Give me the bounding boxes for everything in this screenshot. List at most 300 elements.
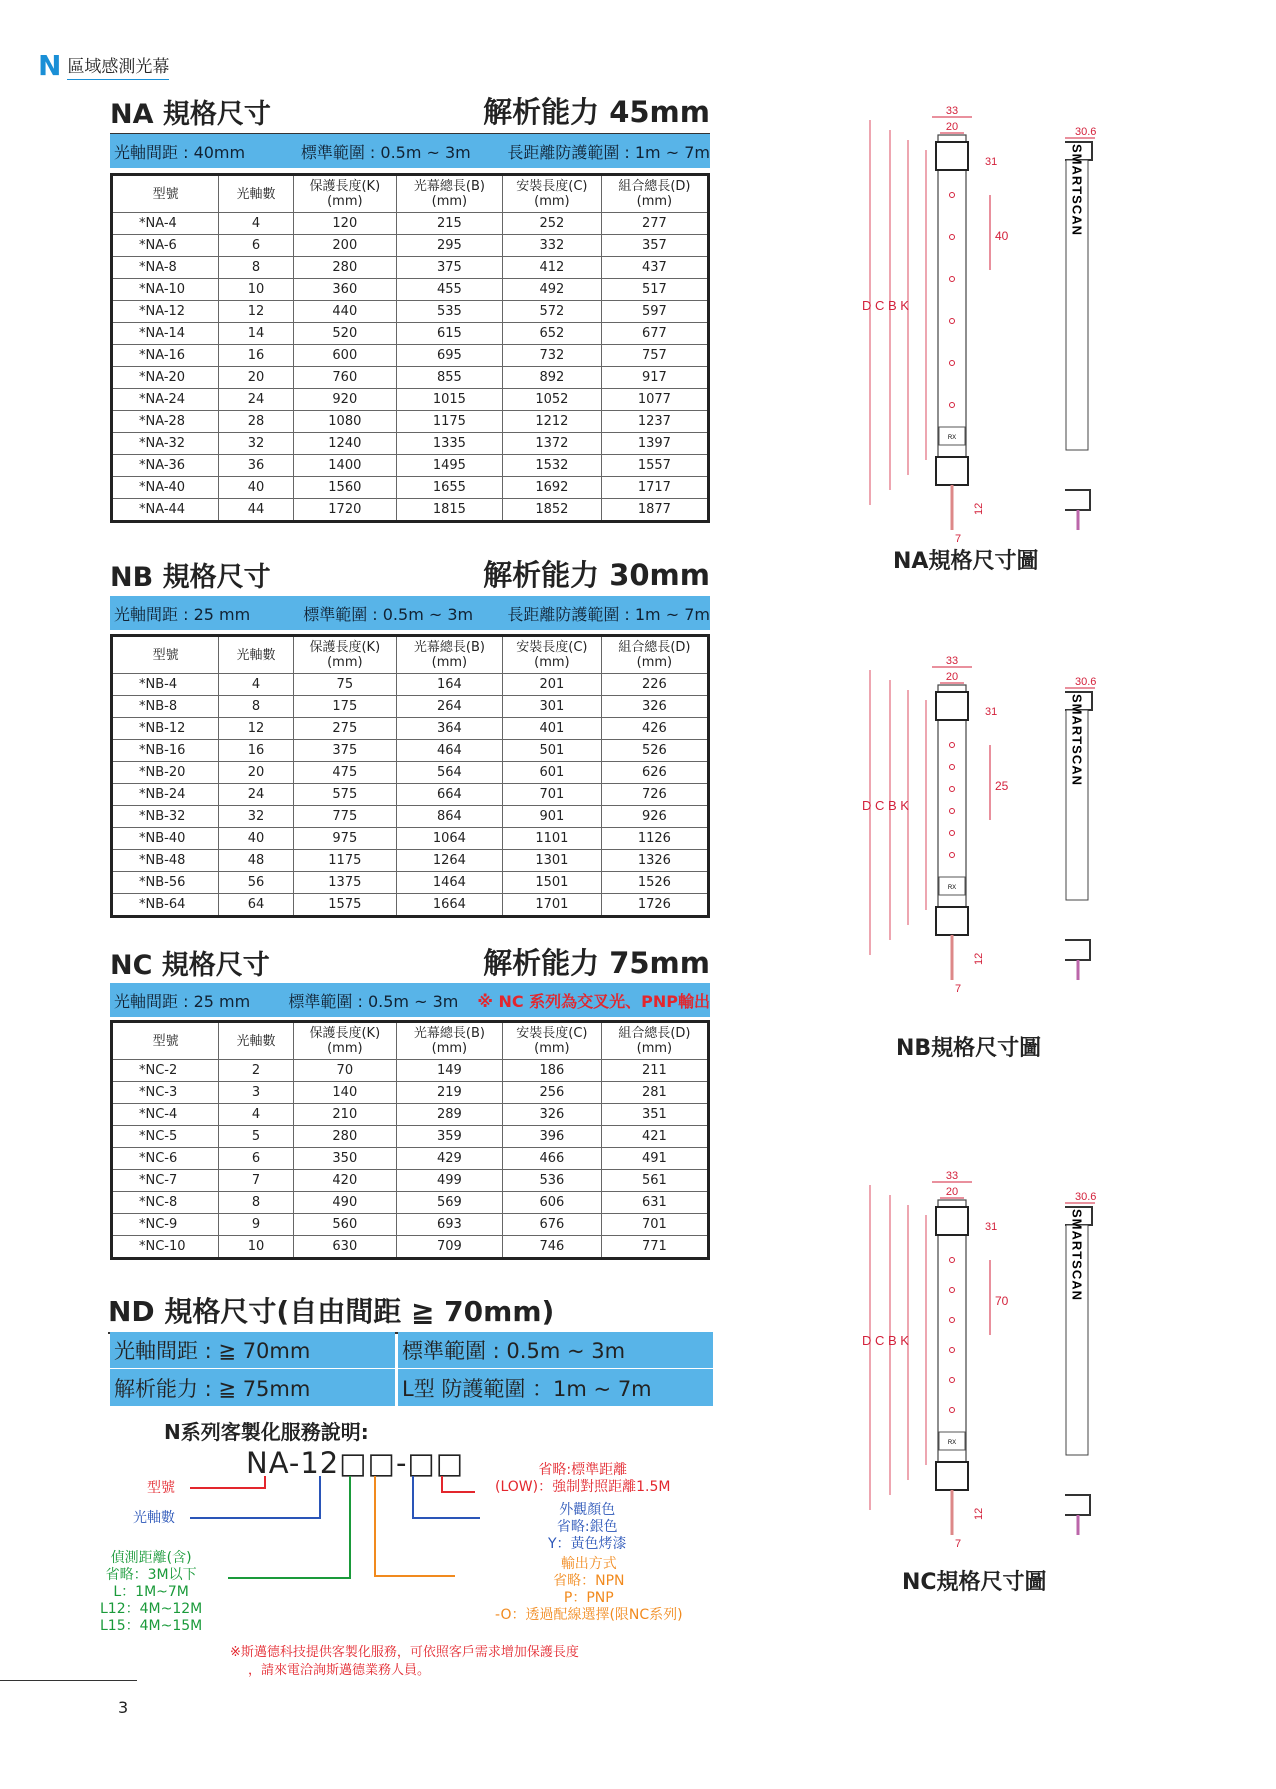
table-cell: 1720 xyxy=(293,499,396,522)
table-cell: 64 xyxy=(219,894,294,917)
dim-20: 20 xyxy=(945,671,959,683)
table-cell: 464 xyxy=(396,740,502,762)
table-cell: *NA-8 xyxy=(112,257,219,279)
table-cell: *NC-10 xyxy=(112,1236,219,1259)
table-cell: 375 xyxy=(396,257,502,279)
table-cell: *NB-4 xyxy=(112,674,219,696)
table-cell: *NC-2 xyxy=(112,1060,219,1082)
dim-30-6: 30.6 xyxy=(1075,126,1097,138)
table-cell: 1212 xyxy=(502,411,601,433)
table-row xyxy=(112,345,709,367)
table-cell: 1175 xyxy=(396,411,502,433)
table-cell: 10 xyxy=(219,1236,294,1259)
table-cell: 326 xyxy=(502,1104,601,1126)
table-row xyxy=(112,213,709,235)
table-row xyxy=(112,784,709,806)
table-row xyxy=(112,1082,709,1104)
table-cell: 420 xyxy=(293,1170,396,1192)
dim-letters: D C B K xyxy=(862,298,909,313)
na-dimension-diagram xyxy=(850,100,1120,554)
table-row xyxy=(112,1104,709,1126)
table-row xyxy=(112,367,709,389)
table-cell: 8 xyxy=(219,696,294,718)
table-row xyxy=(112,1126,709,1148)
table-row xyxy=(112,850,709,872)
table-cell: 140 xyxy=(293,1082,396,1104)
table-cell: 70 xyxy=(293,1060,396,1082)
table-cell: *NC-8 xyxy=(112,1192,219,1214)
table-cell: 1077 xyxy=(601,389,708,411)
table-cell: 701 xyxy=(601,1214,708,1236)
table-cell: 1015 xyxy=(396,389,502,411)
table-cell: *NB-56 xyxy=(112,872,219,894)
dim-31: 31 xyxy=(985,156,998,168)
na-spec-table xyxy=(110,173,710,523)
table-cell: 359 xyxy=(396,1126,502,1148)
table-cell: 615 xyxy=(396,323,502,345)
table-cell: 491 xyxy=(601,1148,708,1170)
table-cell: 429 xyxy=(396,1148,502,1170)
table-cell: 48 xyxy=(219,850,294,872)
column-header: 光軸數 xyxy=(219,1022,294,1060)
table-cell: 631 xyxy=(601,1192,708,1214)
table-cell: 771 xyxy=(601,1236,708,1259)
dim-pitch: 40 xyxy=(995,229,1009,243)
table-cell: 277 xyxy=(601,213,708,235)
table-header-row xyxy=(112,1022,709,1060)
table-cell: 326 xyxy=(601,696,708,718)
table-cell: 526 xyxy=(601,740,708,762)
table-cell: 597 xyxy=(601,301,708,323)
table-cell: 256 xyxy=(502,1082,601,1104)
nb-resolution: 解析能力 30mm xyxy=(483,558,710,592)
table-cell: 630 xyxy=(293,1236,396,1259)
table-cell: 1560 xyxy=(293,477,396,499)
table-cell: 535 xyxy=(396,301,502,323)
table-cell: 6 xyxy=(219,1148,294,1170)
brand-vertical: SMARTSCAN xyxy=(1069,1208,1085,1302)
column-header: 光幕總長(B) (mm) xyxy=(396,636,502,674)
table-cell: 455 xyxy=(396,279,502,301)
nb-title: NB 規格尺寸 xyxy=(110,562,271,593)
table-row xyxy=(112,696,709,718)
table-cell: 16 xyxy=(219,345,294,367)
table-cell: 1375 xyxy=(293,872,396,894)
table-cell: 9 xyxy=(219,1214,294,1236)
table-cell: 492 xyxy=(502,279,601,301)
nb-spec-table xyxy=(110,634,710,918)
table-cell: 24 xyxy=(219,389,294,411)
table-cell: 4 xyxy=(219,674,294,696)
table-cell: 575 xyxy=(293,784,396,806)
label-output-option: 輸出方式 省略：NPN P：PNP -O：透過配線選擇(限NC系列) xyxy=(495,1556,683,1623)
label-range-option: 省略:標準距離 (LOW)：強制對照距離1.5M xyxy=(495,1462,671,1495)
table-header-row xyxy=(112,175,709,213)
table-cell: *NA-4 xyxy=(112,213,219,235)
table-cell: 421 xyxy=(601,1126,708,1148)
table-cell: 375 xyxy=(293,740,396,762)
table-cell: 7 xyxy=(219,1170,294,1192)
table-row xyxy=(112,894,709,917)
table-cell: *NC-9 xyxy=(112,1214,219,1236)
custom-service-note: ※斯邁德科技提供客製化服務，可依照客戶需求增加保護長度 ，請來電洽詢斯邁德業務人員。 xyxy=(230,1645,579,1678)
table-cell: 569 xyxy=(396,1192,502,1214)
table-row xyxy=(112,455,709,477)
table-cell: 920 xyxy=(293,389,396,411)
table-row xyxy=(112,1170,709,1192)
column-header: 組合總長(D) (mm) xyxy=(601,636,708,674)
table-cell: *NC-4 xyxy=(112,1104,219,1126)
table-cell: 677 xyxy=(601,323,708,345)
table-cell: 1815 xyxy=(396,499,502,522)
label-axes: 光軸數 xyxy=(133,1510,175,1526)
table-cell: *NB-32 xyxy=(112,806,219,828)
table-cell: 1692 xyxy=(502,477,601,499)
table-cell: *NB-48 xyxy=(112,850,219,872)
table-cell: 12 xyxy=(219,718,294,740)
table-cell: 626 xyxy=(601,762,708,784)
table-cell: 401 xyxy=(502,718,601,740)
dim-pitch: 25 xyxy=(995,779,1009,793)
nc-spec-bar xyxy=(110,983,710,1017)
table-cell: 5 xyxy=(219,1126,294,1148)
column-header: 安裝長度(C) (mm) xyxy=(502,1022,601,1060)
brand-vertical: SMARTSCAN xyxy=(1069,693,1085,787)
table-cell: 14 xyxy=(219,323,294,345)
nc-diagram-caption: NC規格尺寸圖 xyxy=(902,1570,1047,1595)
table-cell: 701 xyxy=(502,784,601,806)
column-header: 光軸數 xyxy=(219,175,294,213)
table-cell: *NC-3 xyxy=(112,1082,219,1104)
table-cell: 280 xyxy=(293,257,396,279)
column-header: 組合總長(D) (mm) xyxy=(601,1022,708,1060)
table-cell: 20 xyxy=(219,762,294,784)
table-cell: *NA-44 xyxy=(112,499,219,522)
table-cell: 892 xyxy=(502,367,601,389)
table-cell: 1301 xyxy=(502,850,601,872)
column-header: 光幕總長(B) (mm) xyxy=(396,1022,502,1060)
dim-31: 31 xyxy=(985,1221,998,1233)
table-cell: 3 xyxy=(219,1082,294,1104)
side-bracket-bottom xyxy=(1065,1495,1090,1515)
table-cell: 28 xyxy=(219,411,294,433)
table-cell: 1080 xyxy=(293,411,396,433)
dim-12: 12 xyxy=(973,952,985,965)
dim-pitch: 70 xyxy=(995,1294,1009,1308)
column-header: 光幕總長(B) (mm) xyxy=(396,175,502,213)
table-cell: *NB-64 xyxy=(112,894,219,917)
table-cell: 264 xyxy=(396,696,502,718)
table-row xyxy=(112,499,709,522)
table-row xyxy=(112,235,709,257)
table-cell: 1532 xyxy=(502,455,601,477)
table-cell: 517 xyxy=(601,279,708,301)
table-cell: *NB-8 xyxy=(112,696,219,718)
table-cell: 1400 xyxy=(293,455,396,477)
table-cell: 32 xyxy=(219,433,294,455)
table-cell: 75 xyxy=(293,674,396,696)
dim-letters: D C B K xyxy=(862,1333,909,1348)
table-cell: 466 xyxy=(502,1148,601,1170)
table-cell: 210 xyxy=(293,1104,396,1126)
table-cell: 40 xyxy=(219,477,294,499)
table-cell: 1852 xyxy=(502,499,601,522)
table-cell: 775 xyxy=(293,806,396,828)
na-diagram-caption: NA規格尺寸圖 xyxy=(893,549,1039,574)
table-cell: *NB-16 xyxy=(112,740,219,762)
nc-pitch: 光軸間距 : 25 mm xyxy=(114,991,251,1011)
table-cell: 855 xyxy=(396,367,502,389)
table-cell: 8 xyxy=(219,1192,294,1214)
table-cell: *NA-24 xyxy=(112,389,219,411)
table-cell: *NA-20 xyxy=(112,367,219,389)
table-cell: 732 xyxy=(502,345,601,367)
table-cell: 746 xyxy=(502,1236,601,1259)
table-cell: 760 xyxy=(293,367,396,389)
brand-vertical: SMARTSCAN xyxy=(1069,143,1085,237)
table-cell: 926 xyxy=(601,806,708,828)
table-cell: 24 xyxy=(219,784,294,806)
table-cell: 44 xyxy=(219,499,294,522)
table-row xyxy=(112,872,709,894)
table-cell: *NC-5 xyxy=(112,1126,219,1148)
table-cell: 332 xyxy=(502,235,601,257)
nb-diagram-caption: NB規格尺寸圖 xyxy=(896,1036,1042,1061)
dim-12: 12 xyxy=(973,502,985,515)
service-title: N系列客製化服務說明: xyxy=(164,1420,369,1444)
column-header: 型號 xyxy=(112,175,219,213)
table-cell: 1877 xyxy=(601,499,708,522)
table-cell: 652 xyxy=(502,323,601,345)
order-code: NA-12□□-□□ xyxy=(246,1446,465,1480)
na-title: NA 規格尺寸 xyxy=(110,99,271,130)
table-cell: 275 xyxy=(293,718,396,740)
dim-letters: D C B K xyxy=(862,798,909,813)
table-cell: 564 xyxy=(396,762,502,784)
column-header: 安裝長度(C) (mm) xyxy=(502,636,601,674)
table-cell: 364 xyxy=(396,718,502,740)
table-cell: 917 xyxy=(601,367,708,389)
table-row xyxy=(112,740,709,762)
table-cell: *NA-16 xyxy=(112,345,219,367)
table-cell: 1064 xyxy=(396,828,502,850)
table-header-row xyxy=(112,636,709,674)
table-row xyxy=(112,806,709,828)
table-cell: 520 xyxy=(293,323,396,345)
table-cell: 1557 xyxy=(601,455,708,477)
table-cell: 211 xyxy=(601,1060,708,1082)
nc-title: NC 規格尺寸 xyxy=(110,950,270,981)
table-cell: 360 xyxy=(293,279,396,301)
table-cell: *NA-14 xyxy=(112,323,219,345)
na-spec-bar xyxy=(110,134,710,168)
table-cell: 120 xyxy=(293,213,396,235)
table-cell: *NB-40 xyxy=(112,828,219,850)
table-cell: 693 xyxy=(396,1214,502,1236)
table-cell: 1397 xyxy=(601,433,708,455)
table-row xyxy=(112,1148,709,1170)
table-cell: 1101 xyxy=(502,828,601,850)
na-section-title xyxy=(110,90,710,135)
nc-warning: ※ NC 系列為交叉光、PNP輸出 xyxy=(477,991,710,1011)
table-cell: 164 xyxy=(396,674,502,696)
table-cell: 440 xyxy=(293,301,396,323)
table-cell: *NA-36 xyxy=(112,455,219,477)
side-bracket-bottom xyxy=(1065,490,1090,510)
dim-12: 12 xyxy=(973,1507,985,1520)
table-cell: 4 xyxy=(219,213,294,235)
table-cell: 536 xyxy=(502,1170,601,1192)
table-cell: 1335 xyxy=(396,433,502,455)
table-cell: 757 xyxy=(601,345,708,367)
table-row xyxy=(112,257,709,279)
table-cell: 10 xyxy=(219,279,294,301)
table-cell: 572 xyxy=(502,301,601,323)
table-row xyxy=(112,301,709,323)
nd-pitch: 光軸間距 : ≧ 70mm xyxy=(110,1332,395,1368)
table-cell: 186 xyxy=(502,1060,601,1082)
column-header: 保護長度(K) (mm) xyxy=(293,1022,396,1060)
table-cell: *NB-24 xyxy=(112,784,219,806)
table-cell: 975 xyxy=(293,828,396,850)
table-row xyxy=(112,477,709,499)
table-row xyxy=(112,433,709,455)
brand-n-mark: N xyxy=(38,49,62,82)
dim-31: 31 xyxy=(985,706,998,718)
table-cell: 709 xyxy=(396,1236,502,1259)
table-cell: *NA-6 xyxy=(112,235,219,257)
table-cell: 56 xyxy=(219,872,294,894)
table-cell: 490 xyxy=(293,1192,396,1214)
table-cell: 1175 xyxy=(293,850,396,872)
table-row xyxy=(112,1214,709,1236)
table-row xyxy=(112,828,709,850)
label-model: 型號 xyxy=(147,1480,175,1496)
nc-spec-table xyxy=(110,1020,710,1260)
table-cell: 1655 xyxy=(396,477,502,499)
table-cell: *NA-32 xyxy=(112,433,219,455)
table-cell: 1526 xyxy=(601,872,708,894)
nb-long-range: 長距離防護範圍 : 1m ~ 7m xyxy=(507,604,710,624)
table-cell: 20 xyxy=(219,367,294,389)
dim-30-6: 30.6 xyxy=(1075,676,1097,688)
table-row xyxy=(112,323,709,345)
dim-33: 33 xyxy=(945,655,959,667)
column-header: 安裝長度(C) (mm) xyxy=(502,175,601,213)
table-row xyxy=(112,718,709,740)
page-number: 3 xyxy=(118,1698,129,1717)
table-cell: 2 xyxy=(219,1060,294,1082)
table-cell: 219 xyxy=(396,1082,502,1104)
table-cell: 1717 xyxy=(601,477,708,499)
table-cell: 149 xyxy=(396,1060,502,1082)
table-cell: *NC-7 xyxy=(112,1170,219,1192)
table-row xyxy=(112,1060,709,1082)
nc-range: 標準範圍 : 0.5m ~ 3m xyxy=(288,991,459,1011)
table-cell: 606 xyxy=(502,1192,601,1214)
table-cell: 1501 xyxy=(502,872,601,894)
table-cell: 1326 xyxy=(601,850,708,872)
rx-label: RX xyxy=(947,885,957,891)
table-cell: 695 xyxy=(396,345,502,367)
page-header xyxy=(38,49,170,82)
rx-label: RX xyxy=(947,435,957,441)
footer-line xyxy=(0,1680,137,1681)
column-header: 型號 xyxy=(112,636,219,674)
table-cell: 6 xyxy=(219,235,294,257)
nc-section-title xyxy=(110,941,710,986)
table-cell: 561 xyxy=(601,1170,708,1192)
column-header: 組合總長(D) (mm) xyxy=(601,175,708,213)
table-cell: 1495 xyxy=(396,455,502,477)
table-cell: *NB-20 xyxy=(112,762,219,784)
dim-30-6: 30.6 xyxy=(1075,1191,1097,1203)
nc-dimension-diagram xyxy=(850,1165,1120,1559)
nd-resolution: 解析能力 : ≧ 75mm xyxy=(110,1369,395,1406)
table-row xyxy=(112,762,709,784)
table-row xyxy=(112,279,709,301)
table-cell: 350 xyxy=(293,1148,396,1170)
table-row xyxy=(112,411,709,433)
table-cell: 201 xyxy=(502,674,601,696)
table-cell: 301 xyxy=(502,696,601,718)
table-row xyxy=(112,389,709,411)
table-cell: 40 xyxy=(219,828,294,850)
label-detect: 偵測距離(含) 省略：3M以下 L：1M~7M L12：4M~12M L15：4M~15M xyxy=(100,1550,203,1634)
table-cell: 32 xyxy=(219,806,294,828)
table-cell: *NA-40 xyxy=(112,477,219,499)
table-cell: 396 xyxy=(502,1126,601,1148)
table-cell: 726 xyxy=(601,784,708,806)
table-cell: 426 xyxy=(601,718,708,740)
table-cell: 601 xyxy=(502,762,601,784)
sensor-body xyxy=(938,685,966,935)
dim-7: 7 xyxy=(955,1538,962,1550)
table-cell: 226 xyxy=(601,674,708,696)
table-cell: 1726 xyxy=(601,894,708,917)
table-cell: 1464 xyxy=(396,872,502,894)
table-cell: 4 xyxy=(219,1104,294,1126)
table-cell: 200 xyxy=(293,235,396,257)
side-bracket-bottom xyxy=(1065,940,1090,960)
table-cell: 252 xyxy=(502,213,601,235)
dim-7: 7 xyxy=(955,983,962,995)
table-cell: *NA-28 xyxy=(112,411,219,433)
table-cell: 475 xyxy=(293,762,396,784)
na-resolution: 解析能力 45mm xyxy=(483,95,710,129)
table-cell: 1575 xyxy=(293,894,396,917)
table-cell: 501 xyxy=(502,740,601,762)
table-cell: 16 xyxy=(219,740,294,762)
table-row xyxy=(112,1236,709,1259)
nb-section-title xyxy=(110,553,710,598)
table-cell: 351 xyxy=(601,1104,708,1126)
nb-pitch: 光軸間距 : 25 mm xyxy=(114,604,251,624)
nd-title: ND 規格尺寸(自由間距 ≧ 70mm) xyxy=(108,1290,708,1334)
table-cell: *NC-6 xyxy=(112,1148,219,1170)
table-cell: *NB-12 xyxy=(112,718,219,740)
dim-33: 33 xyxy=(945,1170,959,1182)
header-title: 區域感測光幕 xyxy=(67,52,169,80)
table-cell: 357 xyxy=(601,235,708,257)
dim-20: 20 xyxy=(945,1186,959,1198)
nb-spec-bar xyxy=(110,596,710,630)
table-cell: 175 xyxy=(293,696,396,718)
table-cell: 1126 xyxy=(601,828,708,850)
table-cell: 36 xyxy=(219,455,294,477)
na-long-range: 長距離防護範圍 : 1m ~ 7m xyxy=(507,142,710,162)
table-cell: 215 xyxy=(396,213,502,235)
